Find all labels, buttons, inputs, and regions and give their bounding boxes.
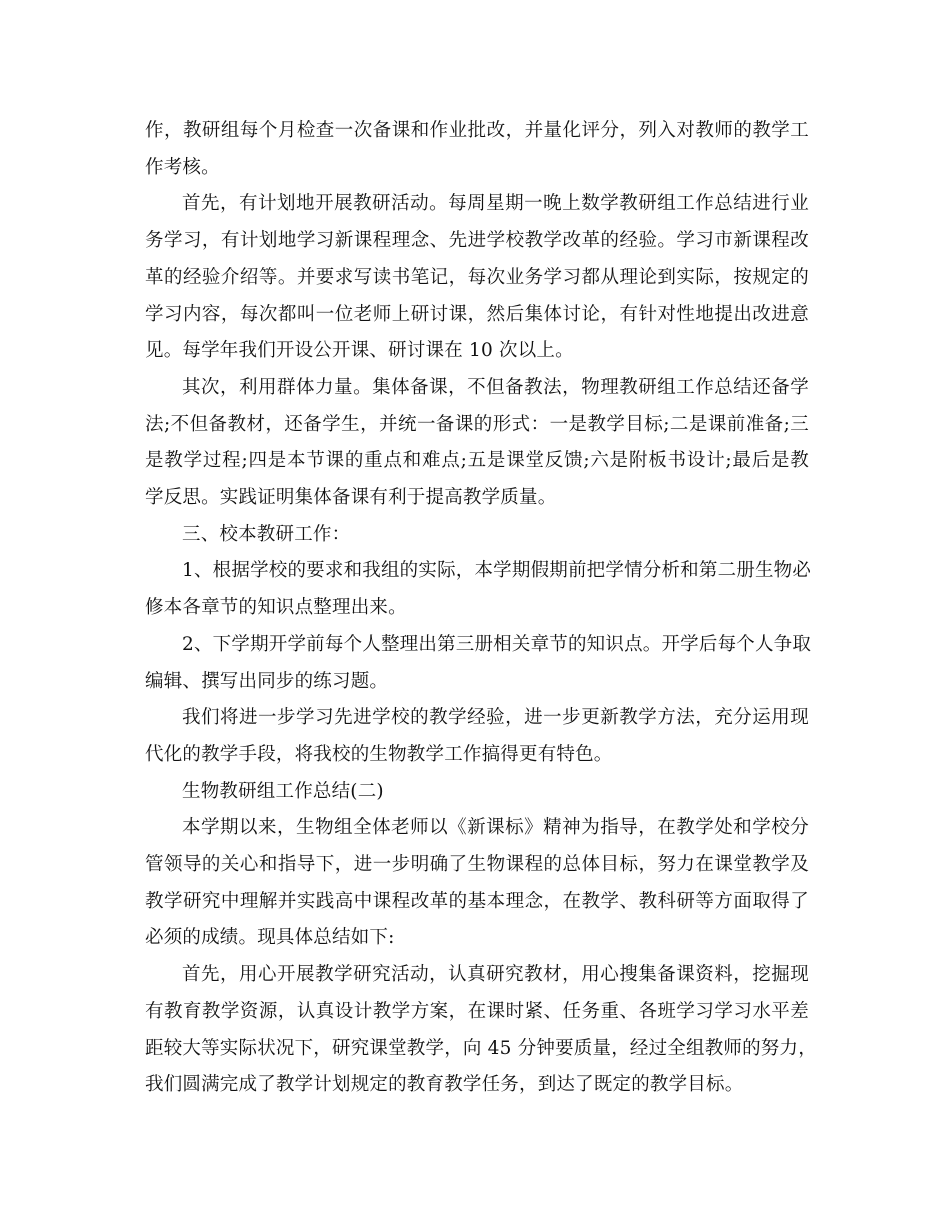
text-line: 管领导的关心和指导下，进一步明确了生物课程的总体目标，努力在课堂教学及: [145, 854, 809, 876]
text-line: 教学研究中理解并实践高中课程改革的基本理念，在教学、教科研等方面取得了: [145, 890, 809, 912]
paragraph: [145, 774, 809, 811]
text-line: 务学习，有计划地学习新课程理念、先进学校教学改革的经验。学习市新课程改: [145, 230, 809, 252]
paragraph: [145, 370, 809, 517]
text-line: 1、根据学校的要求和我组的实际，本学期假期前把学情分析和第二册生物必: [182, 560, 812, 582]
text-line: 见。每学年我们开设公开课、研讨课在 10 次以上。: [145, 340, 574, 362]
text-line: 首先，有计划地开展教研活动。每周星期一晚上数学教研组工作总结进行业: [182, 193, 809, 215]
text-line: 有教育教学资源，认真设计教学方案，在课时紧、任务重、各班学习学习水平差: [145, 1000, 809, 1022]
text-line: 其次，利用群体力量。集体备课，不但备教法，物理教研组工作总结还备学: [182, 376, 809, 398]
document-body: [145, 113, 817, 1104]
text-line: 生物教研组工作总结(二): [182, 780, 384, 802]
text-line: 编辑、撰写出同步的练习题。: [145, 670, 389, 692]
text-line: 作考核。: [145, 156, 220, 178]
paragraph: [145, 957, 817, 1104]
text-line: 我们圆满完成了教学计划规定的教育教学任务，到达了既定的教学目标。: [145, 1074, 744, 1096]
text-line: 学习内容，每次都叫一位老师上研讨课，然后集体讨论，有针对性地提出改进意: [145, 303, 809, 325]
text-line: 必须的成绩。现具体总结如下:: [145, 927, 395, 949]
text-line: 2、下学期开学前每个人整理出第三册相关章节的知识点。开学后每个人争取: [182, 633, 812, 655]
paragraph: [145, 810, 809, 957]
text-line: 代化的教学手段，将我校的生物教学工作搞得更有特色。: [145, 743, 613, 765]
text-line: 法;不但备教材，还备学生，并统一备课的形式：一是教学目标;二是课前准备;三: [145, 413, 809, 435]
text-line: 是教学过程;四是本节课的重点和难点;五是课堂反馈;六是附板书设计;最后是教: [145, 450, 809, 472]
text-line: 修本各章节的知识点整理出来。: [145, 597, 407, 619]
text-line: 三、校本教研工作：: [182, 523, 351, 545]
paragraph: [145, 517, 809, 554]
text-line: 革的经验介绍等。并要求写读书笔记，每次业务学习都从理论到实际，按规定的: [145, 266, 809, 288]
text-line: 距较大等实际状况下，研究课堂教学，向 45 分钟要质量，经过全组教师的努力，: [145, 1037, 817, 1059]
paragraph: [145, 186, 809, 370]
text-line: 作，教研组每个月检查一次备课和作业批改，并量化评分，列入对教师的教学工: [145, 120, 809, 141]
text-line: 本学期以来，生物组全体老师以《新课标》精神为指导，在教学处和学校分: [182, 817, 809, 839]
paragraph: [145, 627, 812, 700]
paragraph: [145, 113, 809, 186]
text-line: 学反思。实践证明集体备课有利于提高教学质量。: [145, 487, 557, 509]
paragraph: [145, 700, 809, 773]
text-line: 首先，用心开展教学研究活动，认真研究教材，用心搜集备课资料，挖掘现: [182, 964, 809, 986]
paragraph: [145, 553, 812, 626]
text-line: 我们将进一步学习先进学校的教学经验，进一步更新教学方法，充分运用现: [182, 707, 809, 729]
